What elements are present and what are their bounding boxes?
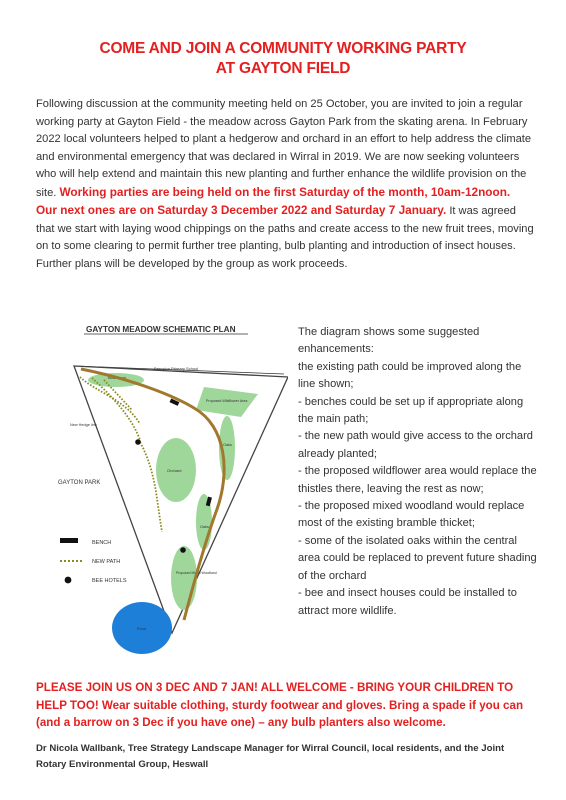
diagram-title: GAYTON MEADOW SCHEMATIC PLAN — [86, 325, 236, 334]
bee-hotel-2 — [180, 547, 186, 553]
wildflower-label: Proposed Wildflower Area — [206, 399, 248, 403]
woodland-label: Proposed Mixed Woodland — [176, 571, 217, 575]
gayton-park-label: GAYTON PARK — [58, 480, 101, 486]
legend-bee-symbol — [65, 577, 72, 584]
diagram-explanation — [298, 324, 538, 620]
footer-credits: Dr Nicola Wallbank, Tree Strategy Landscape Manager for Wirral Council, local residents, and the Joint Rotary Environmental Group, Heswall — [36, 743, 505, 770]
blackthorn-label: Blackthorn — [108, 376, 126, 380]
explanation-line-2: the existing path could be improved along the line shown; — [298, 360, 522, 391]
explanation-line-6: - the proposed mixed woodland would replace most of the existing bramble thicket; — [298, 500, 525, 530]
intro-highlight: Working parties are being held on the first Saturday of the month, 10am-12noon. Our next ones are on Saturday 3 December 2022 and Saturday 7 January. — [36, 184, 511, 217]
orchard-label: Orchard — [167, 468, 182, 473]
explanation-line-7: - some of the isolated oaks within the central area could be replaced to prevent future shading of the orchard — [298, 534, 537, 582]
oaks-lower-label: Oaks — [200, 525, 209, 529]
explanation-line-8: - bee and insect houses could be installed to attract more wildlife. — [298, 587, 517, 617]
legend-bench-label: BENCH — [92, 540, 112, 546]
legend-bench-symbol — [60, 538, 78, 543]
call-to-action: PLEASE JOIN US ON 3 DEC AND 7 JAN! ALL WELCOME - BRING YOUR CHILDREN TO HELP TOO! Wear suitable clothing, sturdy footwear and gloves. Bring a spade if you can (and a barrow on 3 Dec if you have one) – any bulb planters also welcome. — [36, 681, 524, 730]
intro-text: Following discussion at the community meeting held on 25 October, you are invited to join a regular working party at Gayton Field - the meadow across Gayton Park from the skating arena. In February 2022 local volunteers helped to plant a hedgerow and orchard in an effort to help address the climate and environmental emergency that was declared in Wirral in 2019. We are now seeking volunteers who will help extend and maintain this new planting and further enhance the wildlife provision on the site. — [36, 98, 532, 199]
explanation-line-5: - the proposed wildflower area would replace the thistles there, leaving the rest as now; — [298, 465, 537, 495]
intro-paragraph — [36, 96, 534, 273]
legend-bee-label: BEE HOTELS — [92, 578, 127, 584]
hedge-label: New Hedge line — [70, 423, 97, 427]
oaks-upper-label: Oaks — [223, 443, 232, 447]
explanation-line-4: - the new path would give access to the orchard already planted; — [298, 430, 533, 460]
explanation-line-1: The diagram shows some suggested enhancements: — [298, 326, 480, 356]
explanation-line-3: - benches could be set up if appropriate along the main path; — [298, 395, 524, 426]
schematic-plan-diagram — [36, 322, 288, 668]
bee-hotel-1 — [135, 439, 141, 445]
woodland-area — [171, 546, 197, 610]
intro-text-2: It was agreed that we start with laying wood chippings on the paths and create access to the new fruit trees, moving on to some clearing to permit further tree planting, bulb planting and introduction of insect houses. Further plans will be developed by the group as work proceeds. — [36, 205, 534, 270]
page-title-line-2: AT GAYTON FIELD — [215, 60, 351, 77]
legend-path-label: NEW PATH — [92, 559, 121, 565]
page-title-line-1: COME AND JOIN A COMMUNITY WORKING PARTY — [99, 40, 467, 57]
pond-label: Pond — [137, 627, 146, 631]
school-label: Barnston Primary School — [154, 366, 199, 371]
